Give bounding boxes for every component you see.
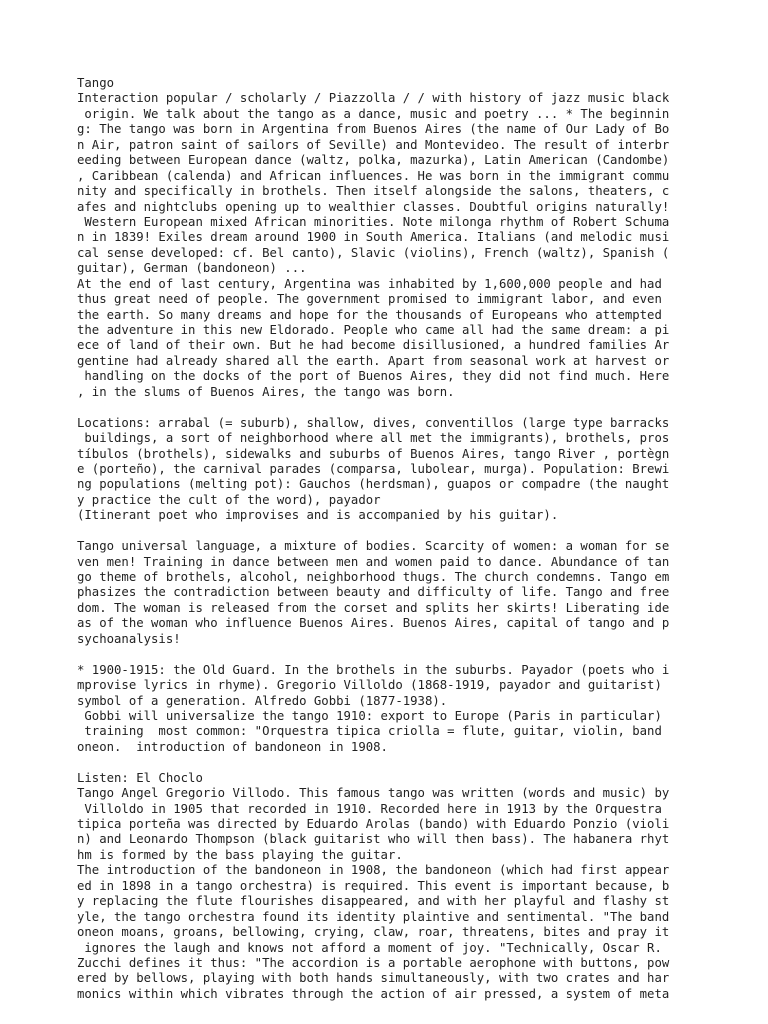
text-line: n Air, patron saint of sailors of Seville) and Montevideo. The result of interbr bbox=[77, 137, 670, 152]
text-line: , Caribbean (calenda) and African influences. He was born in the immigrant commu bbox=[77, 168, 670, 183]
text-line: ven men! Training in dance between men and women paid to dance. Abundance of tan bbox=[77, 554, 670, 569]
text-line: guitar), German (bandoneon) ... bbox=[77, 261, 307, 276]
text-line: (Itinerant poet who improvises and is accompanied by his guitar). bbox=[77, 508, 559, 523]
text-line: ignores the laugh and knows not afford a moment of joy. "Technically, Oscar R. bbox=[77, 940, 662, 955]
text-line: mprovise lyrics in rhyme). Gregorio Villoldo (1868-1919, payador and guitarist) bbox=[77, 678, 662, 693]
text-line: symbol of a generation. Alfredo Gobbi (1877-1938). bbox=[77, 693, 448, 708]
text-line: tíbulos (brothels), sidewalks and suburbs of Buenos Aires, tango River , portègn bbox=[77, 446, 670, 461]
text-line: n in 1839! Exiles dream around 1900 in South America. Italians (and melodic musi bbox=[77, 230, 670, 245]
text-line bbox=[77, 647, 697, 662]
text-line: Villoldo in 1905 that recorded in 1910. Recorded here in 1913 by the Orquestra bbox=[77, 801, 662, 816]
text-line: ng populations (melting pot): Gauchos (herdsman), guapos or compadre (the naught bbox=[77, 477, 670, 492]
text-line: hm is formed by the bass playing the guitar. bbox=[77, 847, 403, 862]
text-line bbox=[77, 755, 697, 770]
text-line: training most common: "Orquestra tipica criolla = flute, guitar, violin, band bbox=[77, 724, 662, 739]
text-line bbox=[77, 400, 697, 415]
text-line: monics within which vibrates through the action of air pressed, a system of meta bbox=[77, 986, 670, 1001]
text-line: , in the slums of Buenos Aires, the tango was born. bbox=[77, 384, 455, 399]
text-line: as of the woman who influence Buenos Aires. Buenos Aires, capital of tango and p bbox=[77, 616, 670, 631]
text-line: Tango bbox=[77, 76, 115, 90]
text-line: Zucchi defines it thus: "The accordion is a portable aerophone with buttons, pow bbox=[77, 955, 670, 970]
text-line: * 1900-1915: the Old Guard. In the brothels in the suburbs. Payador (poets who i bbox=[77, 662, 670, 677]
text-line: gentine had already shared all the earth. Apart from seasonal work at harvest or bbox=[77, 353, 670, 368]
text-line: y practice the cult of the word), payador bbox=[77, 492, 381, 507]
text-line: eeding between European dance (waltz, polka, mazurka), Latin American (Candombe) bbox=[77, 153, 670, 168]
text-line: handling on the docks of the port of Buenos Aires, they did not find much. Here bbox=[77, 369, 670, 384]
text-line: origin. We talk about the tango as a dance, music and poetry ... * The beginnin bbox=[77, 106, 670, 121]
text-line: afes and nightclubs opening up to wealthier classes. Doubtful origins naturally! bbox=[77, 199, 670, 214]
text-line: tipica porteña was directed by Eduardo Arolas (bando) with Eduardo Ponzio (violi bbox=[77, 817, 670, 831]
document-text bbox=[77, 76, 697, 1002]
text-line: ece of land of their own. But he had become disillusioned, a hundred families Ar bbox=[77, 338, 670, 353]
text-line: buildings, a sort of neighborhood where all met the immigrants), brothels, pros bbox=[77, 431, 670, 446]
text-line: Listen: El Choclo bbox=[77, 770, 203, 785]
text-line: nity and specifically in brothels. Then itself alongside the salons, theaters, c bbox=[77, 184, 670, 199]
text-line: Tango universal language, a mixture of bodies. Scarcity of women: a woman for se bbox=[77, 539, 670, 554]
text-line: oneon. introduction of bandoneon in 1908. bbox=[77, 739, 388, 754]
text-line: thus great need of people. The government promised to immigrant labor, and even bbox=[77, 292, 662, 307]
text-line: go theme of brothels, alcohol, neighborhood thugs. The church condemns. Tango em bbox=[77, 570, 670, 584]
text-line: Interaction popular / scholarly / Piazzolla / / with history of jazz music black bbox=[77, 91, 670, 106]
text-line: Locations: arrabal (= suburb), shallow, dives, conventillos (large type barracks bbox=[77, 415, 670, 430]
text-line: sychoanalysis! bbox=[77, 631, 181, 646]
text-line: y replacing the flute flourishes disappeared, and with her playful and flashy st bbox=[77, 894, 670, 909]
text-line: dom. The woman is released from the corset and splits her skirts! Liberating ide bbox=[77, 600, 670, 615]
text-line: Tango Angel Gregorio Villodo. This famous tango was written (words and music) by bbox=[77, 786, 670, 801]
text-line: yle, the tango orchestra found its identity plaintive and sentimental. "The band bbox=[77, 909, 670, 924]
text-line: phasizes the contradiction between beauty and difficulty of life. Tango and free bbox=[77, 585, 670, 600]
text-line: the adventure in this new Eldorado. People who came all had the same dream: a pi bbox=[77, 323, 670, 337]
text-line bbox=[77, 524, 697, 539]
text-line: ed in 1898 in a tango orchestra) is required. This event is important because, b bbox=[77, 878, 670, 893]
text-line: At the end of last century, Argentina was inhabited by 1,600,000 people and had bbox=[77, 276, 662, 291]
text-line: oneon moans, groans, bellowing, crying, claw, roar, threatens, bites and pray it bbox=[77, 925, 670, 940]
text-line: n) and Leonardo Thompson (black guitarist who will then bass). The habanera rhyt bbox=[77, 832, 670, 847]
text-line: Western European mixed African minorities. Note milonga rhythm of Robert Schuma bbox=[77, 214, 670, 229]
text-line: Gobbi will universalize the tango 1910: export to Europe (Paris in particular) bbox=[77, 708, 662, 723]
text-line: ered by bellows, playing with both hands simultaneously, with two crates and har bbox=[77, 971, 670, 986]
text-line: g: The tango was born in Argentina from Buenos Aires (the name of Our Lady of Bo bbox=[77, 122, 670, 137]
text-line: The introduction of the bandoneon in 1908, the bandoneon (which had first appear bbox=[77, 863, 670, 878]
text-line: cal sense developed: cf. Bel canto), Slavic (violins), French (waltz), Spanish ( bbox=[77, 245, 670, 260]
text-line: the earth. So many dreams and hope for the thousands of Europeans who attempted bbox=[77, 307, 662, 322]
text-line: e (porteño), the carnival parades (comparsa, lubolear, murga). Population: Brewi bbox=[77, 461, 670, 476]
